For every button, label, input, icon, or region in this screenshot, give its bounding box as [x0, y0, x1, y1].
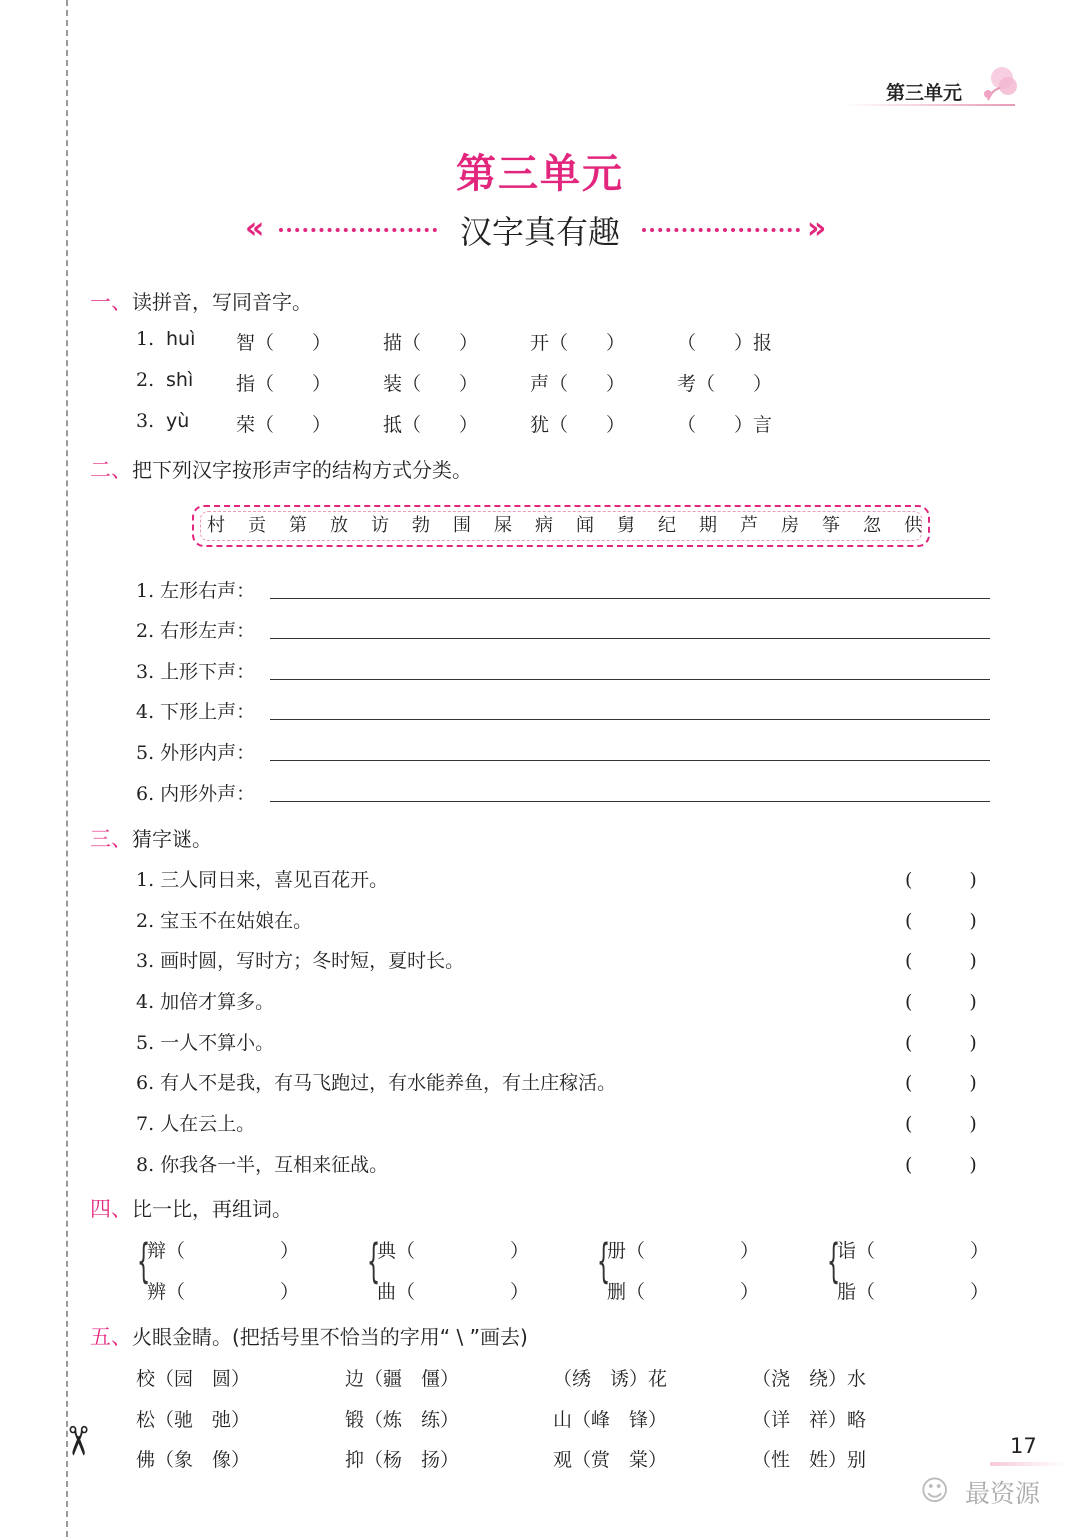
section-title: 读拼音，写同音字。: [132, 290, 312, 314]
lesson-title: 汉字真有趣: [459, 213, 620, 251]
char-item: 村: [207, 515, 225, 536]
choice-item[interactable]: 校（园 圆）: [136, 1368, 251, 1390]
page-number: 17: [1010, 1434, 1037, 1458]
char-item: 纪: [658, 515, 676, 536]
answer-blank[interactable]: ( ): [905, 869, 977, 891]
brace-icon: {: [137, 1234, 151, 1288]
char-item: 贡: [248, 515, 266, 536]
unit-tag-underline: [845, 104, 1015, 106]
unit-title: 第三单元: [456, 151, 624, 197]
choice-item[interactable]: （绣 诱）花: [553, 1368, 668, 1390]
section-4-heading: [90, 1193, 292, 1223]
fill-blank[interactable]: 开（ ）: [530, 332, 626, 354]
chevron-left-icon: «: [245, 211, 265, 246]
word-blank[interactable]: 典（ ）: [377, 1240, 530, 1262]
unit-tag: 第三单元: [886, 82, 963, 104]
riddle: 3. 画时圆，写时方；冬时短，夏时长。: [136, 950, 465, 972]
answer-blank[interactable]: ( ): [905, 1072, 977, 1094]
lesson-title-banner: [245, 207, 835, 253]
pinyin: shì: [166, 369, 194, 391]
fill-blank[interactable]: 声（ ）: [530, 373, 626, 395]
fill-blank[interactable]: 犹（ ）: [530, 414, 626, 436]
answer-blank[interactable]: ( ): [905, 1154, 977, 1176]
fill-blank[interactable]: 指（ ）: [236, 373, 332, 395]
char-item: 第: [289, 515, 307, 536]
category-label: 6. 内形外声：: [136, 783, 256, 805]
char-item: 忽: [863, 515, 881, 536]
fill-blank[interactable]: 抵（ ）: [383, 414, 479, 436]
answer-blank[interactable]: ( ): [905, 1113, 977, 1135]
section-3-heading: [90, 823, 212, 853]
answer-blank[interactable]: ( ): [905, 1032, 977, 1054]
word-blank[interactable]: 诣（ ）: [837, 1240, 990, 1262]
section-2-heading: [90, 454, 472, 484]
riddle: 1. 三人同日来，喜见百花开。: [136, 869, 389, 891]
section-title: 猜字谜。: [132, 827, 212, 851]
riddle: 8. 你我各一半，互相来征战。: [136, 1154, 389, 1176]
word-blank[interactable]: 删（ ）: [607, 1281, 760, 1303]
section-number: 三、: [90, 827, 132, 851]
word-blank[interactable]: 辨（ ）: [147, 1281, 300, 1303]
flower-icon: [978, 64, 1018, 104]
fill-blank[interactable]: （ ）报: [677, 332, 773, 354]
category-label: 4. 下形上声：: [136, 701, 256, 723]
answer-blank[interactable]: ( ): [905, 991, 977, 1013]
answer-line[interactable]: [270, 801, 990, 802]
section-title: 火眼金睛。(把括号里不恰当的字用“ \ ”画去): [132, 1325, 528, 1349]
choice-item[interactable]: 边（疆 僵）: [345, 1368, 460, 1390]
answer-line[interactable]: [270, 598, 990, 599]
answer-line[interactable]: [270, 719, 990, 720]
choice-item[interactable]: （详 祥）略: [752, 1409, 867, 1431]
section-1-heading: [90, 286, 312, 316]
answer-blank[interactable]: ( ): [905, 910, 977, 932]
choice-item[interactable]: 松（驰 弛）: [136, 1409, 251, 1431]
category-label: 3. 上形下声：: [136, 661, 256, 683]
word-blank[interactable]: 曲（ ）: [377, 1281, 530, 1303]
riddle: 4. 加倍才算多。: [136, 991, 275, 1013]
answer-blank[interactable]: ( ): [905, 950, 977, 972]
scissors-icon: ✂: [53, 1424, 100, 1458]
answer-line[interactable]: [270, 638, 990, 639]
cut-line: [66, 0, 68, 1537]
char-item: 舅: [617, 515, 635, 536]
char-item: 病: [535, 515, 553, 536]
brace-icon: {: [367, 1234, 381, 1288]
section-number: 五、: [90, 1325, 132, 1349]
choice-item[interactable]: 佛（象 像）: [136, 1449, 251, 1471]
char-item: 访: [371, 515, 389, 536]
category-label: 5. 外形内声：: [136, 742, 256, 764]
section-number: 一、: [90, 290, 132, 314]
watermark: 最资源: [965, 1479, 1041, 1508]
char-item: 期: [699, 515, 717, 536]
char-item: 供: [904, 515, 922, 536]
choice-item[interactable]: 抑（杨 扬）: [345, 1449, 460, 1471]
choice-item[interactable]: 山（峰 锋）: [553, 1409, 668, 1431]
item-number: 3.: [136, 410, 155, 432]
pinyin: huì: [166, 328, 196, 350]
riddle: 6. 有人不是我，有马飞跑过，有水能养鱼，有土庄稼活。: [136, 1072, 617, 1094]
word-blank[interactable]: 辩（ ）: [147, 1240, 300, 1262]
section-title: 比一比，再组词。: [132, 1197, 292, 1221]
item-number: 1.: [136, 328, 155, 350]
char-item: 筝: [822, 515, 840, 536]
fill-blank[interactable]: 智（ ）: [236, 332, 332, 354]
section-title: 把下列汉字按形声字的结构方式分类。: [132, 458, 472, 482]
fill-blank[interactable]: 描（ ）: [383, 332, 479, 354]
brace-icon: {: [597, 1234, 611, 1288]
char-item: 围: [453, 515, 471, 536]
pinyin: yù: [166, 410, 190, 432]
choice-item[interactable]: （浇 绕）水: [752, 1368, 867, 1390]
category-label: 2. 右形左声：: [136, 620, 256, 642]
char-item: 芦: [740, 515, 758, 536]
word-blank[interactable]: 脂（ ）: [837, 1281, 990, 1303]
fill-blank[interactable]: 装（ ）: [383, 373, 479, 395]
riddle: 5. 一人不算小。: [136, 1032, 275, 1054]
choice-item[interactable]: 锻（炼 练）: [345, 1409, 460, 1431]
brace-icon: {: [827, 1234, 841, 1288]
char-item: 房: [781, 515, 799, 536]
word-blank[interactable]: 册（ ）: [607, 1240, 760, 1262]
dotted-rule-right: [642, 228, 800, 232]
category-label: 1. 左形右声：: [136, 580, 256, 602]
chevron-right-icon: »: [807, 211, 827, 246]
section-number: 二、: [90, 458, 132, 482]
section-number: 四、: [90, 1197, 132, 1221]
char-item: 屎: [494, 515, 512, 536]
answer-line[interactable]: [270, 760, 990, 761]
char-item: 放: [330, 515, 348, 536]
page-number-underline: [990, 1462, 1065, 1466]
fill-blank[interactable]: 荣（ ）: [236, 414, 332, 436]
char-item: 闻: [576, 515, 594, 536]
fill-blank[interactable]: 考（ ）: [677, 373, 773, 395]
section-5-heading: [90, 1321, 528, 1351]
item-number: 2.: [136, 369, 155, 391]
choice-item[interactable]: （性 姓）别: [752, 1449, 867, 1471]
riddle: 2. 宝玉不在姑娘在。: [136, 910, 313, 932]
choice-item[interactable]: 观（赏 棠）: [553, 1449, 668, 1471]
char-item: 勃: [412, 515, 430, 536]
wechat-icon: ☺: [920, 1474, 950, 1507]
answer-line[interactable]: [270, 679, 990, 680]
fill-blank[interactable]: （ ）言: [677, 414, 773, 436]
riddle: 7. 人在云上。: [136, 1113, 256, 1135]
